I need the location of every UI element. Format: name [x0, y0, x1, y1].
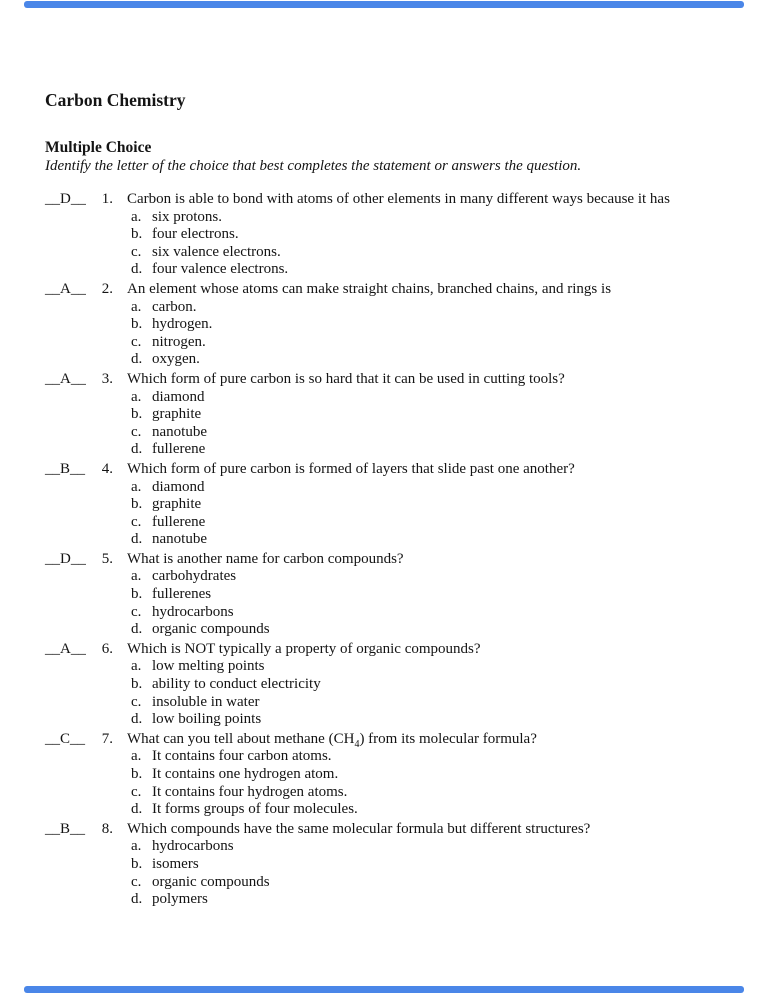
choice-row [131, 496, 730, 514]
choice-row [131, 838, 730, 856]
choice-list [131, 389, 730, 459]
choice-text: graphite [152, 406, 202, 423]
choice-row [131, 874, 730, 892]
choice-text: diamond [152, 388, 205, 405]
choice-row [131, 261, 730, 279]
question-number: 1. [101, 191, 113, 207]
subscript-text: 4 [354, 738, 360, 750]
choice-text: four valence electrons. [152, 261, 289, 278]
choice-letter: b. [131, 855, 143, 872]
question-number: 4. [101, 460, 113, 477]
choice-letter: a. [131, 838, 142, 855]
choice-row [131, 766, 730, 784]
choice-letter: a. [131, 658, 142, 675]
choice-letter: c. [131, 693, 142, 710]
choice-row [131, 586, 730, 604]
question-text [127, 731, 730, 749]
choice-text: carbohydrates [152, 568, 237, 585]
choice-row [131, 621, 730, 639]
choice-text: oxygen. [152, 351, 200, 368]
choice-text: six valence electrons. [152, 243, 281, 260]
question-text-segment: What is another name for carbon compounds? [127, 550, 404, 567]
choice-text: isomers [152, 855, 199, 872]
question-text [127, 641, 730, 659]
choice-letter: c. [131, 333, 142, 350]
choice-letter: c. [131, 783, 142, 800]
choice-text: organic compounds [152, 621, 270, 638]
choice-row [131, 389, 730, 407]
choice-row [131, 479, 730, 497]
answer-blank: __A__ [45, 640, 86, 657]
question [45, 461, 730, 549]
question-text-segment: Which is NOT typically a property of organic compounds? [127, 640, 481, 657]
choice-text: It contains four hydrogen atoms. [152, 783, 348, 800]
question-text [127, 191, 730, 209]
choice-list [131, 748, 730, 818]
question-header [45, 191, 730, 209]
choice-letter: d. [131, 801, 143, 818]
choice-list [131, 479, 730, 549]
question [45, 641, 730, 729]
choice-letter: d. [131, 261, 143, 278]
question-header [45, 551, 730, 569]
choice-text: diamond [152, 478, 205, 495]
choice-letter: b. [131, 496, 143, 513]
question-text [127, 461, 730, 479]
choice-text: ability to conduct electricity [152, 676, 321, 693]
answer-blank: __C__ [45, 730, 86, 747]
choice-letter: c. [131, 873, 142, 890]
choice-list [131, 299, 730, 369]
choice-text: fullerenes [152, 586, 212, 603]
choice-text: low boiling points [152, 711, 262, 728]
choice-letter: c. [131, 423, 142, 440]
choice-letter: a. [131, 208, 142, 225]
question-text [127, 281, 730, 299]
question-header [45, 371, 730, 389]
choice-letter: b. [131, 316, 143, 333]
choice-text: six protons. [152, 208, 223, 225]
choice-row [131, 351, 730, 369]
question-header [45, 281, 730, 299]
choice-text: insoluble in water [152, 693, 260, 710]
question-header [45, 731, 730, 749]
question-text-segment: Carbon is able to bond with atoms of other elements in many different ways because it has [127, 191, 670, 207]
choice-text: hydrogen. [152, 316, 213, 333]
question-text [127, 821, 730, 839]
choice-row [131, 801, 730, 819]
choice-list [131, 209, 730, 279]
instructions-line: Identify the letter of the choice that best completes the statement or answers the question. [45, 158, 582, 174]
choice-text: carbon. [152, 298, 197, 315]
question-text-segment: Which compounds have the same molecular formula but different structures? [127, 820, 591, 837]
question [45, 731, 730, 819]
choice-row [131, 856, 730, 874]
choice-text: fullerene [152, 441, 206, 458]
choice-row [131, 244, 730, 262]
choice-list [131, 568, 730, 638]
question [45, 371, 730, 459]
question-number: 2. [101, 280, 113, 297]
choice-text: four electrons. [152, 226, 239, 243]
choice-row [131, 676, 730, 694]
choice-text: nitrogen. [152, 333, 206, 350]
question-header [45, 461, 730, 479]
choice-row [131, 406, 730, 424]
choice-text: hydrocarbons [152, 838, 234, 855]
choice-text: nanotube [152, 423, 207, 440]
choice-text: organic compounds [152, 873, 270, 890]
choice-list [131, 838, 730, 908]
page-title: Carbon Chemistry [45, 90, 186, 110]
question [45, 821, 730, 909]
choice-letter: b. [131, 226, 143, 243]
choice-row [131, 658, 730, 676]
choice-row [131, 784, 730, 802]
choice-letter: b. [131, 766, 143, 782]
choice-letter: a. [131, 748, 142, 765]
choice-letter: d. [131, 891, 143, 908]
choice-row [131, 568, 730, 586]
answer-blank: __D__ [45, 550, 86, 567]
question [45, 281, 730, 369]
question-number: 7. [101, 730, 113, 747]
choice-row [131, 531, 730, 549]
choice-letter: a. [131, 568, 142, 585]
question-text-segment: Which form of pure carbon is so hard that it can be used in cutting tools? [127, 370, 565, 387]
choice-letter: c. [131, 243, 142, 260]
question-header [45, 821, 730, 839]
choice-letter: a. [131, 388, 142, 405]
choice-letter: b. [131, 406, 143, 423]
choice-text: low melting points [152, 658, 265, 675]
bottom-accent-bar [24, 986, 744, 993]
choice-letter: d. [131, 531, 143, 548]
choice-letter: d. [131, 351, 143, 368]
choice-row [131, 316, 730, 334]
choice-row [131, 299, 730, 317]
choice-row [131, 694, 730, 712]
question-text [127, 551, 730, 569]
question [45, 551, 730, 639]
answer-blank: __A__ [45, 280, 86, 297]
choice-row [131, 604, 730, 622]
choice-text: hydrocarbons [152, 603, 234, 620]
question [45, 191, 730, 279]
question-text-segment: ) from its molecular formula? [359, 730, 537, 747]
choice-text: polymers [152, 891, 208, 908]
question-text [127, 371, 730, 389]
choice-letter: d. [131, 711, 143, 728]
choice-letter: b. [131, 676, 143, 693]
question-number: 5. [101, 550, 113, 567]
question-text-segment: What can you tell about methane (CH [127, 730, 355, 747]
answer-blank: __B__ [45, 820, 86, 837]
choice-row [131, 748, 730, 766]
choice-letter: a. [131, 298, 142, 315]
choice-row [131, 334, 730, 352]
choice-letter: a. [131, 478, 142, 495]
choice-letter: c. [131, 603, 142, 620]
choice-letter: c. [131, 513, 142, 530]
choice-row [131, 209, 730, 227]
questions [45, 191, 730, 909]
answer-blank: __D__ [45, 191, 86, 207]
choice-letter: d. [131, 621, 143, 638]
choice-letter: b. [131, 586, 143, 603]
question-header [45, 641, 730, 659]
choice-letter: d. [131, 441, 143, 458]
choice-text: fullerene [152, 513, 206, 530]
choice-row [131, 514, 730, 532]
question-number: 6. [101, 640, 113, 657]
section-heading: Multiple Choice [45, 139, 152, 156]
choice-row [131, 711, 730, 729]
choice-row [131, 891, 730, 909]
choice-list [131, 658, 730, 728]
question-number: 3. [101, 370, 113, 387]
question-number: 8. [101, 820, 113, 837]
choice-text: nanotube [152, 531, 207, 548]
question-text-segment: Which form of pure carbon is formed of layers that slide past one another? [127, 460, 575, 477]
choice-row [131, 441, 730, 459]
choice-row [131, 226, 730, 244]
answer-blank: __A__ [45, 370, 86, 387]
choice-text: graphite [152, 496, 202, 513]
answer-blank: __B__ [45, 460, 86, 477]
choice-row [131, 424, 730, 442]
choice-text: It contains four carbon atoms. [152, 748, 332, 765]
choice-text: It forms groups of four molecules. [152, 801, 358, 818]
question-text-segment: An element whose atoms can make straight chains, branched chains, and rings is [127, 280, 612, 297]
choice-text: It contains one hydrogen atom. [152, 766, 339, 782]
